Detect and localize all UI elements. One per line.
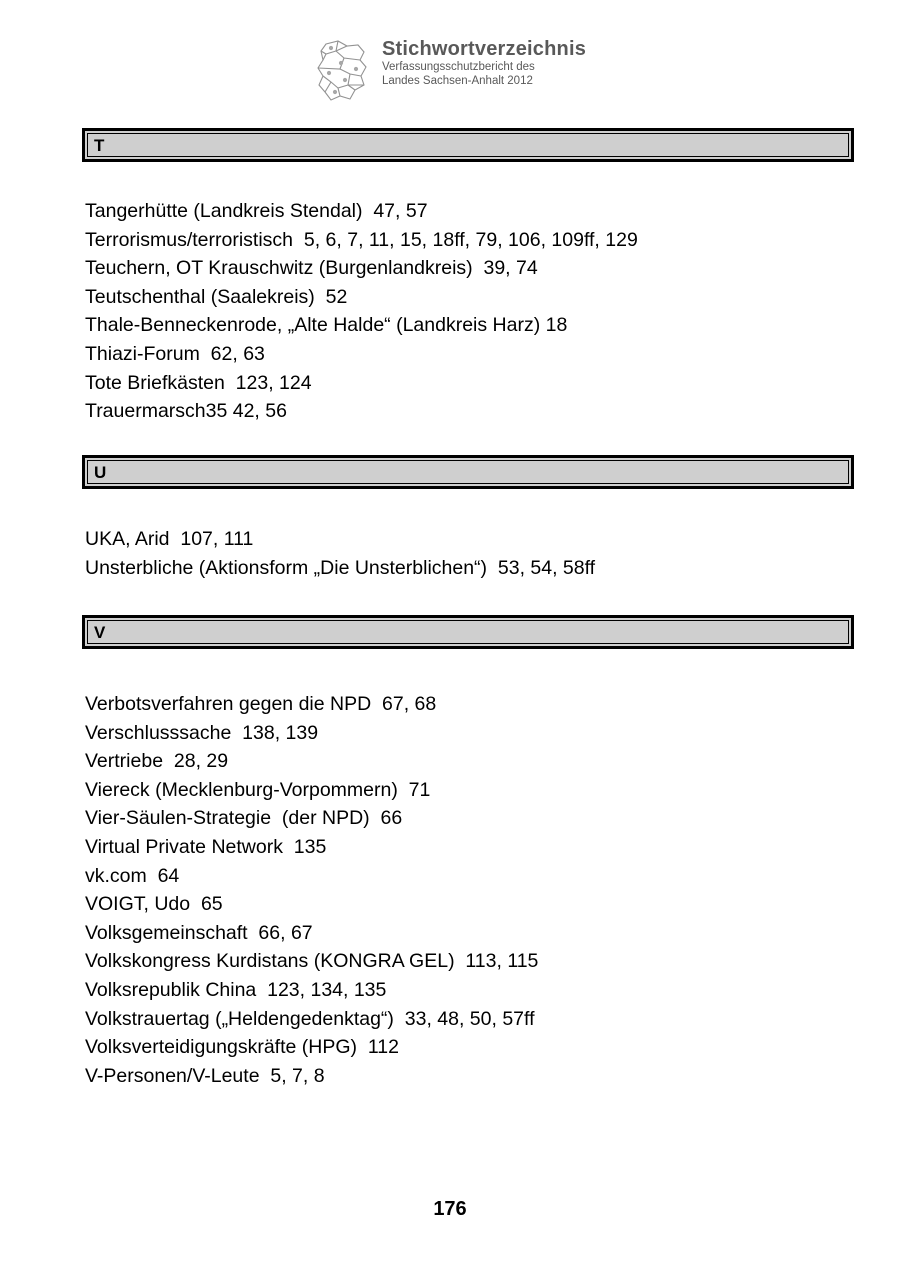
index-entry: Trauermarsch35 42, 56 xyxy=(85,400,287,423)
letter-heading-bar-v xyxy=(82,615,854,649)
index-entry: V-Personen/V-Leute 5, 7, 8 xyxy=(85,1064,325,1087)
letter-heading-inner xyxy=(87,133,849,157)
index-entry: Verbotsverfahren gegen die NPD 67, 68 xyxy=(85,693,437,715)
index-entry: Tote Briefkästen 123, 124 xyxy=(85,371,312,394)
index-entry: UKA, Arid 107, 111 xyxy=(85,528,254,550)
index-entry: Volksrepublik China 123, 134, 135 xyxy=(85,978,387,1001)
index-entry: Volksgemeinschaft 66, 67 xyxy=(85,921,313,944)
index-entry: Thiazi-Forum 62, 63 xyxy=(85,342,265,365)
index-entry: Volkskongress Kurdistans (KONGRA GEL) 113, 115 xyxy=(85,950,539,973)
header-inner xyxy=(314,36,586,104)
letter-heading-label: V xyxy=(94,622,106,642)
index-entry: Thale-Benneckenrode, „Alte Halde“ (Landkreis Harz) 18 xyxy=(85,314,568,337)
letter-heading-label: T xyxy=(94,135,105,155)
header-text xyxy=(382,36,586,88)
index-entry: Teutschenthal (Saalekreis) 52 xyxy=(85,285,348,308)
letter-heading-bar-u xyxy=(82,455,854,489)
letter-heading-inner xyxy=(87,620,849,644)
index-entry: VOIGT, Udo 65 xyxy=(85,893,223,916)
index-entry: Tangerhütte (Landkreis Stendal) 47, 57 xyxy=(85,200,428,222)
index-entry: vk.com 64 xyxy=(85,864,180,887)
index-entry-list-t xyxy=(85,197,865,426)
index-entry: Teuchern, OT Krauschwitz (Burgenlandkreis) 39, 74 xyxy=(85,257,538,280)
page-number: 176 xyxy=(433,1198,467,1220)
index-entry: Unsterbliche (Aktionsform „Die Unsterblichen“) 53, 54, 58ff xyxy=(85,556,596,579)
index-entry-list-u xyxy=(85,525,865,582)
document-subtitle-line2: Landes Sachsen-Anhalt 2012 xyxy=(381,75,533,87)
index-entry: Vertriebe 28, 29 xyxy=(85,750,229,773)
letter-heading-bar-t xyxy=(82,128,854,162)
index-entry: Verschlusssache 138, 139 xyxy=(85,721,319,744)
index-entry: Viereck (Mecklenburg-Vorpommern) 71 xyxy=(85,778,431,801)
index-entry: Vier-Säulen-Strategie (der NPD) 66 xyxy=(85,807,403,830)
index-entry: Virtual Private Network 135 xyxy=(85,835,327,858)
index-entry-list-v xyxy=(85,690,865,1090)
letter-heading-label: U xyxy=(94,462,107,482)
document-title: Stichwortverzeichnis xyxy=(381,38,587,60)
letter-heading-inner xyxy=(87,460,849,484)
index-entry: Volkstrauertag („Heldengedenktag“) 33, 48, 50, 57ff xyxy=(85,1007,535,1030)
document-subtitle-line1: Verfassungsschutzbericht des xyxy=(381,61,535,73)
coat-of-arms-icon xyxy=(314,38,372,104)
page-header xyxy=(0,36,900,104)
index-entry: Volksverteidigungskräfte (HPG) 112 xyxy=(85,1036,399,1059)
index-entry: Terrorismus/terroristisch 5, 6, 7, 11, 15, 18ff, 79, 106, 109ff, 129 xyxy=(85,228,638,251)
